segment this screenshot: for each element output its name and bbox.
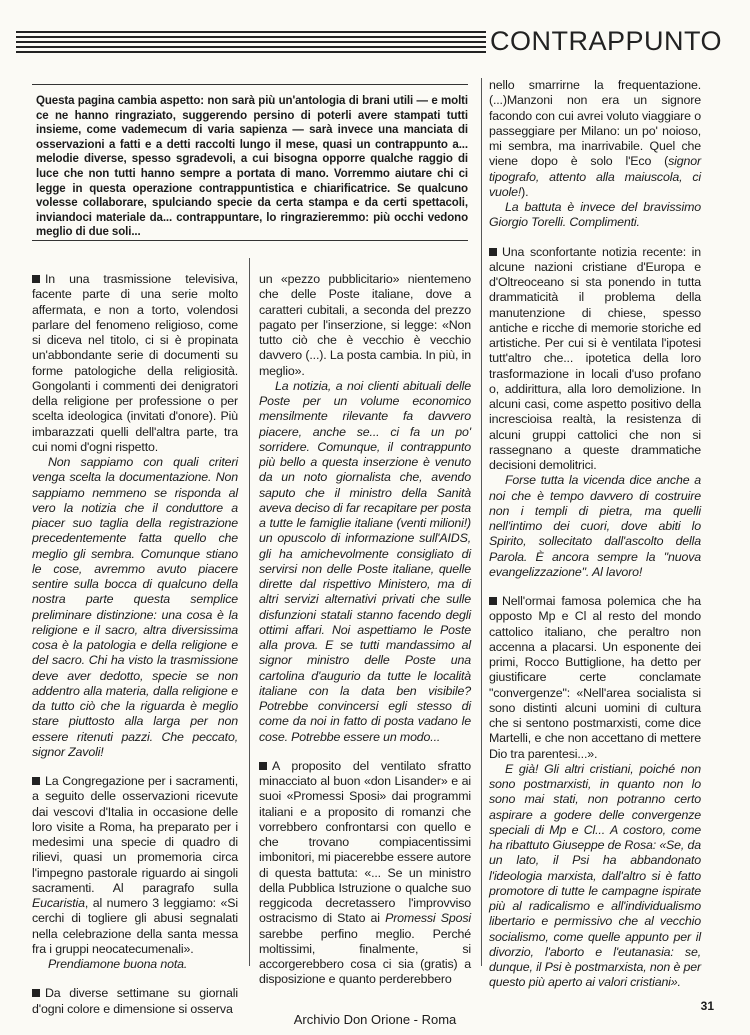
article-tv-comment: Non sappiamo con quali criteri venga scelta la documentazione. Non sappiamo nemmeno se risponda al vero la notizia che il conduttore a piacer suo taglia della registrazione precedentemente fatta quello che meglio gli sembra. Comunque stiano le cose, avremmo avuto piacere sentire sulla bocca di qualcuno della nostra parte questa semplice preliminare distinzione: una cosa è la religione e il sacro, altra diversissima cosa è la patologia e della religione e del sacro. Chi ha visto la trasmissione deve aver dedotto, specie se non addentro alla materia, dalla religione e da tutto ciò che la riguarda è meglio stare piuttosto alla larga per non essere ritenuti pazzi. Che peccato, signor Zavoli! [32, 455, 238, 759]
article-poste-cont: un «pezzo pubblicitario» nientemeno che delle Poste italiane, dove a caratteri cubitali, a seconda del prezzo pagato per l'inserzione, si legge: «Non tutto ciò che è vecchio è vecchio davvero (...). La posta cambia. In più, in meglio». [259, 272, 471, 378]
article-congregazione-comment: Prendiamone buona nota. [48, 957, 188, 971]
article-chiese: Una sconfortante notizia recente: in alcune nazioni cristiane d'Europa e d'Oltreoceano si sta ponendo in tutta drammaticità il problema della manutenzione di chiese, spesso antiche e ricche di memorie storiche ed artistiche. Per cui si è ventilata l'ipotesi tutt'altro che... ipotetica della loro trasformazione in locali d'uso profano o, addirittura, alla loro demolizione. In alcuni casi, come aspetto positivo della increscioisa realtà, la resistenza di alcuni gruppi cattolici che non si rassegnano a queste drammatiche decisioni demolitrici. [489, 244, 701, 472]
article-tv: In una trasmissione televisiva, facente parte di una serie molto affermata, e non a torto, volendosi parlare del fenomeno religioso, come si diceva nel titolo, ci si è propinata un'abbondante serie di documenti su forme patologiche della religiosità. Gongolanti i commenti dei denigratori della religione per professione o per scelta ideologica (invitati d'onore). Più imbarazzati quelli dell'altra parte, tra cui nomi d'ogni rispetto. [32, 272, 238, 454]
article-polemica-comment: E già! Gli altri cristiani, poiché non sono postmarxisti, in quanto non lo sono mai stati, non potranno certo aspirare a godere delle convergenze speciali di Mp e Cl... A costoro, come ha ribattuto Giuseppe de Rosa: «Se, da un lato, il Psi ha abbandonato l'ideologia marxista, dall'altro si è fatto promotore di tutte le campagne ispirate più al radicalismo e all'individualismo libertario e permissivo che al vecchio socialismo, come quelle appunto per il divorzio, l'aborto e l'eutanasia: se, dunque, il Psi è postmarxista, non è per questo più aperto ai valori cristiani». [489, 761, 701, 990]
column-divider-2 [481, 78, 482, 966]
column-1 [32, 272, 238, 1017]
article-poste-comment: La notizia, a noi clienti abituali delle Poste per un volume economico mensilmente rilevante fa davvero piacere, anche se... ci fa un po' sorridere. Comunque, il contrappunto più bello a questa inserzione è venuto da un noto giornalista che, avendo saputo che il ministro della Sanità aveva deciso di far recapitare per posta a tutte le famiglie italiane (venti milioni!) un opuscolo di informazione sull'AIDS, gli ha amichevolmente consigliato di servirsi non delle Poste italiane, quelle dirette dal rispettivo Ministero, ma di altri servizi alternativi privati che sulle disfunzioni statali stanno facendo degli ottimi affari. Noi aspettiamo le Poste alla prova. E se tutti mandassimo al signor ministro delle Poste una cartolina d'augurio da tutte le località italiane con la data ben visibile? Potrebbe convincersi egli stesso di come da noi in fatto di posta vadano le cose. Potrebbe essere un modo... [259, 378, 471, 744]
article-poste-start: Da diverse settimane su giornali d'ogni colore e dimensione si osserva [32, 986, 238, 1016]
bullet-square-icon [32, 989, 40, 997]
bullet-square-icon [489, 597, 497, 605]
column-2 [259, 272, 471, 988]
intro-box: Questa pagina cambia aspetto: non sarà più un'antologia di brani utili — e molti ce ne hanno ringraziato, suggerendo persino di poterli avere stampati tutti insieme, come vademecum di varia sapienza — sarà invece una manciata di osservazioni a fatti e a detti raccolti lungo il mese, quasi un contrappunto a... melodie diverse, spesso sgradevoli, a cui bisogna opporre qualche raggio di luce che non tutti hanno sempre a portata di mano. Vorremmo aiutare chi ci legge in questa operazione contrappuntistica e chiarificatrice. Se qualcuno volesse collaborare, spulciando specie da certa stampa e da certi spettacoli, inviandoci materiale da... contrappuntare, lo ringrazieremmo: più occhi vedono meglio di due soli... [36, 95, 468, 239]
intro-top-rule [32, 84, 468, 85]
column-3 [489, 78, 701, 991]
archive-footer: Archivio Don Orione - Roma [293, 1012, 457, 1027]
header-rules [16, 31, 486, 55]
page-number: 31 [700, 999, 714, 1013]
article-polemica: Nell'ormai famosa polemica che ha opposto Mp e Cl al resto del mondo cattolico italiano, che peraltro non accenna a placarsi. Un esponente dei primi, Rocco Buttiglione, ha detto per giustificare certe conclamate "convergenze": «Nell'area socialista si sono distinti alcuni uomini di cultura che si sentono postmarxisti, come dice Martelli, e che non accettano di mettere Dio tra parentesi...». [489, 594, 701, 761]
bullet-square-icon [32, 275, 40, 283]
article-manzoni-cont: nello smarrirne la frequentazione. (...)Manzoni non era un signore facondo con cui avrei voluto viaggiare o passeggiare per Milano: un po' noioso, mi sembra, ma inarrivabile. Quel che viene dopo è solo l'Eco (signor tipografo, attento alla maiuscola, ci vuole!). [489, 78, 701, 199]
article-manzoni: A proposito del ventilato sfratto minacciato al buon «don Lisander» e ai suoi «Promessi Sposi» dai programmi italiani e a proposito di romanzi che vorrebbero confrontarsi con quello e che trovano compiacentissimi imbonitori, mi piacerebbe essere autore di questa battuta: «... Se un ministro della Pubblica Istruzione o qualche suo reggicoda decretassero l'improvviso ostracismo di Stato ai Promessi Sposi sarebbe perfino meglio. Perché moltissimi, finalmente, si accorgerebbero cosa ci sia (gratis) a disposizione e quanto perderebbero [259, 758, 471, 987]
bullet-square-icon [259, 762, 267, 770]
column-divider-1 [249, 258, 250, 966]
article-manzoni-comment: La battuta è invece del bravissimo Giorgio Torelli. Complimenti. [489, 200, 701, 230]
article-congregazione: La Congregazione per i sacramenti, a seguito delle osservazioni ricevute dai vescovi d'Italia in occasione delle loro visite a Roma, ha preparato per i medesimi una specie di quadro di rilievi, quasi un promemoria circa l'impegno pastorale riguardo ai singoli sacramenti. Al paragrafo sulla Eucaristia, al numero 3 leggiamo: «Si cerchi di togliere gli abusi segnalati nella celebrazione della santa messa fra i gruppi neocatecumenali». [32, 774, 238, 956]
section-title: CONTRAPPUNTO [490, 26, 723, 56]
article-chiese-comment: Forse tutta la vicenda dice anche a noi che è tempo davvero di costruire non i templi di pietra, ma quelli nell'intimo dei cuori, dove abiti lo Spirito, sollecitato dall'ascolto della Parola. È ancora sempre la "nuova evangelizzazione". Al lavoro! [489, 473, 701, 579]
bullet-square-icon [32, 777, 40, 785]
bullet-square-icon [489, 248, 497, 256]
intro-bottom-rule [32, 240, 468, 241]
